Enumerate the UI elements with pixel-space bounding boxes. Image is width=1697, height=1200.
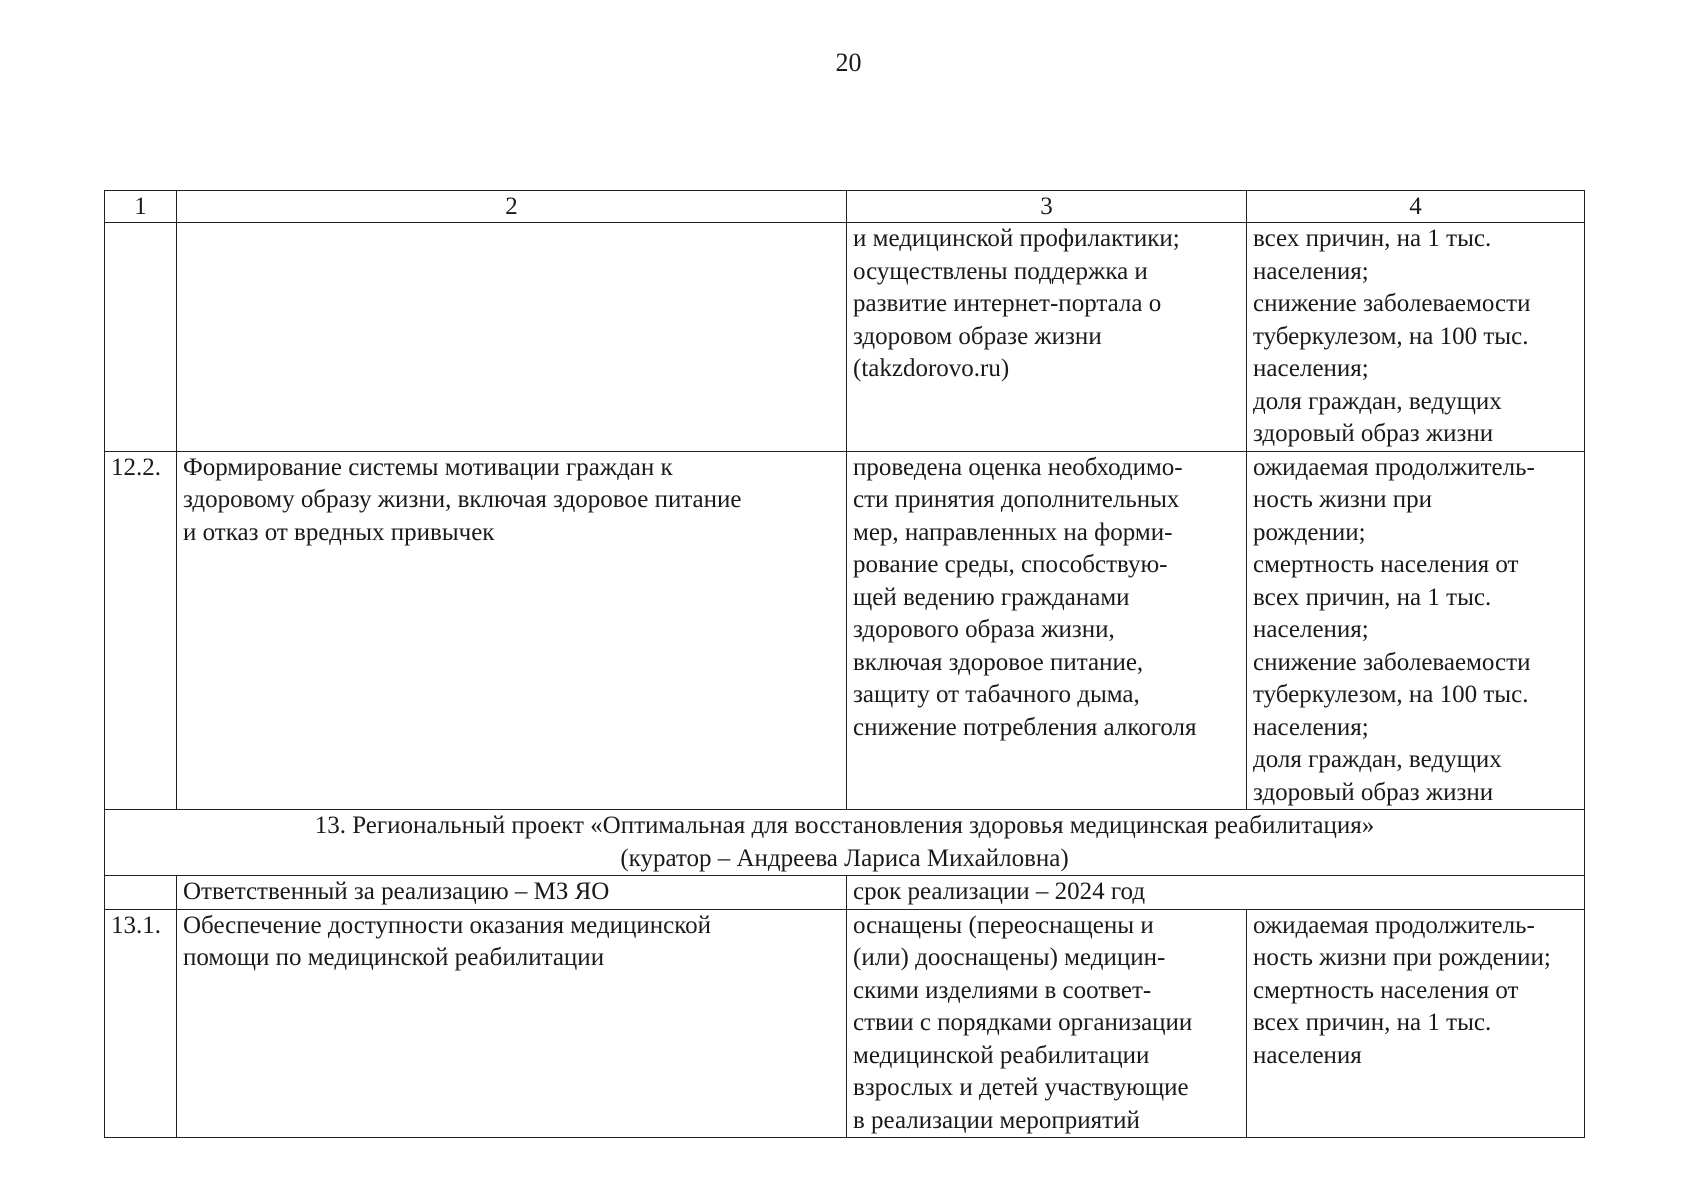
measures-table [104,190,1585,1138]
header-col-1: 1 [105,191,177,223]
page-number: 20 [835,48,862,77]
table-row [105,451,1585,810]
measure-result: оснащены (переоснащены и (или) дооснащены) медицин- скими изделиями в соответ- ствии с порядками организации медицинской реабилитации взрослых и детей участвующие в реализации мероприятий [847,909,1247,1138]
measure-indicators: ожидаемая продолжитель- ность жизни при рождении; смертность населения от всех причин, на 1 тыс. населения; снижение заболеваемости туберкулезом, на 100 тыс. населения; доля граждан, ведущих здоровый образ жизни [1247,451,1585,810]
measure-name [177,223,847,452]
row-number: 12.2. [105,451,177,810]
row-number [105,223,177,452]
table-row [105,909,1585,1138]
header-col-2: 2 [177,191,847,223]
empty-cell [105,876,177,910]
measure-result: и медицинской профилактики; осуществлены поддержка и развитие интернет-портала о здоровом образе жизни (takzdorovo.ru) [847,223,1247,452]
responsible-party: Ответственный за реализацию – МЗ ЯО [177,876,847,910]
project-responsible-row [105,876,1585,910]
project-title-row [105,810,1585,876]
header-col-3: 3 [847,191,1247,223]
implementation-deadline: срок реализации – 2024 год [847,876,1585,910]
project-title-cell [105,810,1585,876]
measure-indicators: всех причин, на 1 тыс. населения; снижение заболеваемости туберкулезом, на 100 тыс. населения; доля граждан, ведущих здоровый образ жизни [1247,223,1585,452]
table-row [105,223,1585,452]
measure-indicators: ожидаемая продолжитель- ность жизни при рождении; смертность населения от всех причин, на 1 тыс. населения [1247,909,1585,1138]
header-col-4: 4 [1247,191,1585,223]
table-header-row [105,191,1585,223]
row-number: 13.1. [105,909,177,1138]
project-title: 13. Региональный проект «Оптимальная для восстановления здоровья медицинская реабилитация» [314,812,1375,839]
project-curator: (куратор – Андреева Лариса Михайловна) [620,844,1069,872]
measure-name: Обеспечение доступности оказания медицинской помощи по медицинской реабилитации [177,909,847,1138]
measure-name: Формирование системы мотивации граждан к здоровому образу жизни, включая здоровое питание и отказ от вредных привычек [177,451,847,810]
measure-result: проведена оценка необходимо- сти принятия дополнительных мер, направленных на форми- рование среды, способствую- щей ведению гражданами здорового образа жизни, включая здоровое питание, защиту от табачного дыма, снижение потребления алкоголя [847,451,1247,810]
